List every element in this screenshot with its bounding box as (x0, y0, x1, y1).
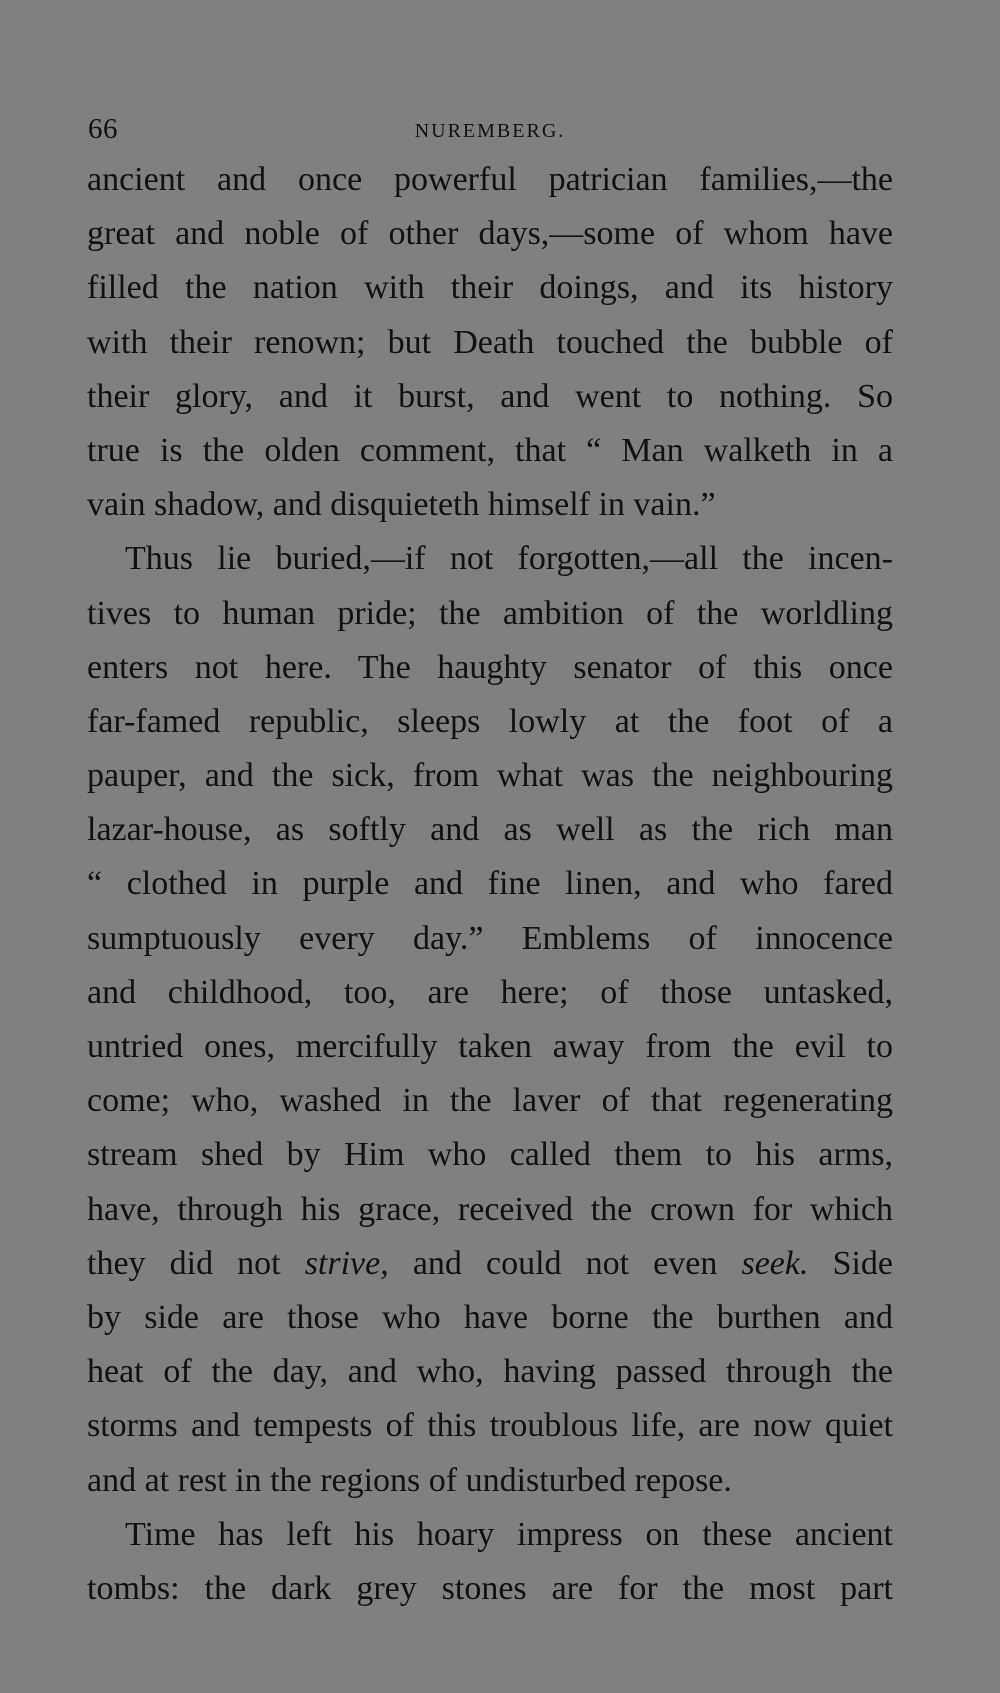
italic-word: seek. (741, 1244, 809, 1282)
paragraph-2 (87, 532, 893, 1507)
paragraph-1 (87, 153, 893, 532)
text-line: come; who, washed in the laver of that regenerating (87, 1082, 893, 1120)
text-line: true is the olden comment, that “ Man walketh in a (87, 431, 893, 469)
text-line: with their renown; but Death touched the bubble of (87, 323, 893, 361)
text-line: stream shed by Him who called them to his arms, (87, 1136, 893, 1174)
text-line: pauper, and the sick, from what was the neighbouring (87, 757, 893, 795)
text-segment: Side (832, 1244, 894, 1282)
text-line: heat of the day, and who, having passed through the (87, 1353, 893, 1391)
book-page (87, 105, 893, 1616)
text-line: their glory, and it burst, and went to nothing. So (87, 377, 893, 415)
text-line-mixed (87, 1237, 893, 1291)
text-line: and at rest in the regions of undisturbed repose. (87, 1461, 732, 1499)
running-head: NUREMBERG. (414, 120, 566, 142)
text-line: tombs: the dark grey stones are for the most part (87, 1569, 893, 1607)
text-line: far-famed republic, sleeps lowly at the foot of a (87, 702, 893, 740)
text-line: storms and tempests of this troublous life, are now quiet (87, 1407, 893, 1445)
body-text (87, 153, 893, 1616)
text-line: ancient and once powerful patrician families,—the (87, 161, 893, 198)
text-line: enters not here. The haughty senator of this once (87, 648, 893, 686)
text-line: great and noble of other days,—some of whom have (87, 215, 893, 253)
text-line: sumptuously every day.” Emblems of innocence (87, 919, 893, 957)
text-line: “ clothed in purple and fine linen, and who fared (87, 865, 893, 903)
text-line: untried ones, mercifully taken away from the evil to (87, 1028, 893, 1065)
text-line: by side are those who have borne the burthen and (87, 1298, 893, 1336)
text-line: and childhood, too, are here; of those untasked, (87, 973, 893, 1011)
text-line: Thus lie buried,—if not forgotten,—all the incen- (125, 540, 893, 578)
text-line: lazar-house, as softly and as well as the rich man (87, 811, 893, 849)
text-line: Time has left his hoary impress on these ancient (125, 1515, 893, 1553)
page-number: 66 (88, 113, 118, 145)
paragraph-3 (87, 1508, 893, 1616)
page-header (87, 105, 893, 153)
text-line: tives to human pride; the ambition of the worldling (87, 594, 893, 632)
text-line: vain shadow, and disquieteth himself in vain.” (87, 486, 716, 524)
text-segment: they did not (87, 1244, 281, 1282)
text-line: filled the nation with their doings, and its history (87, 269, 893, 307)
text-segment: and could not even (412, 1244, 718, 1282)
italic-word: strive, (304, 1244, 389, 1282)
text-line: have, through his grace, received the crown for which (87, 1190, 893, 1228)
